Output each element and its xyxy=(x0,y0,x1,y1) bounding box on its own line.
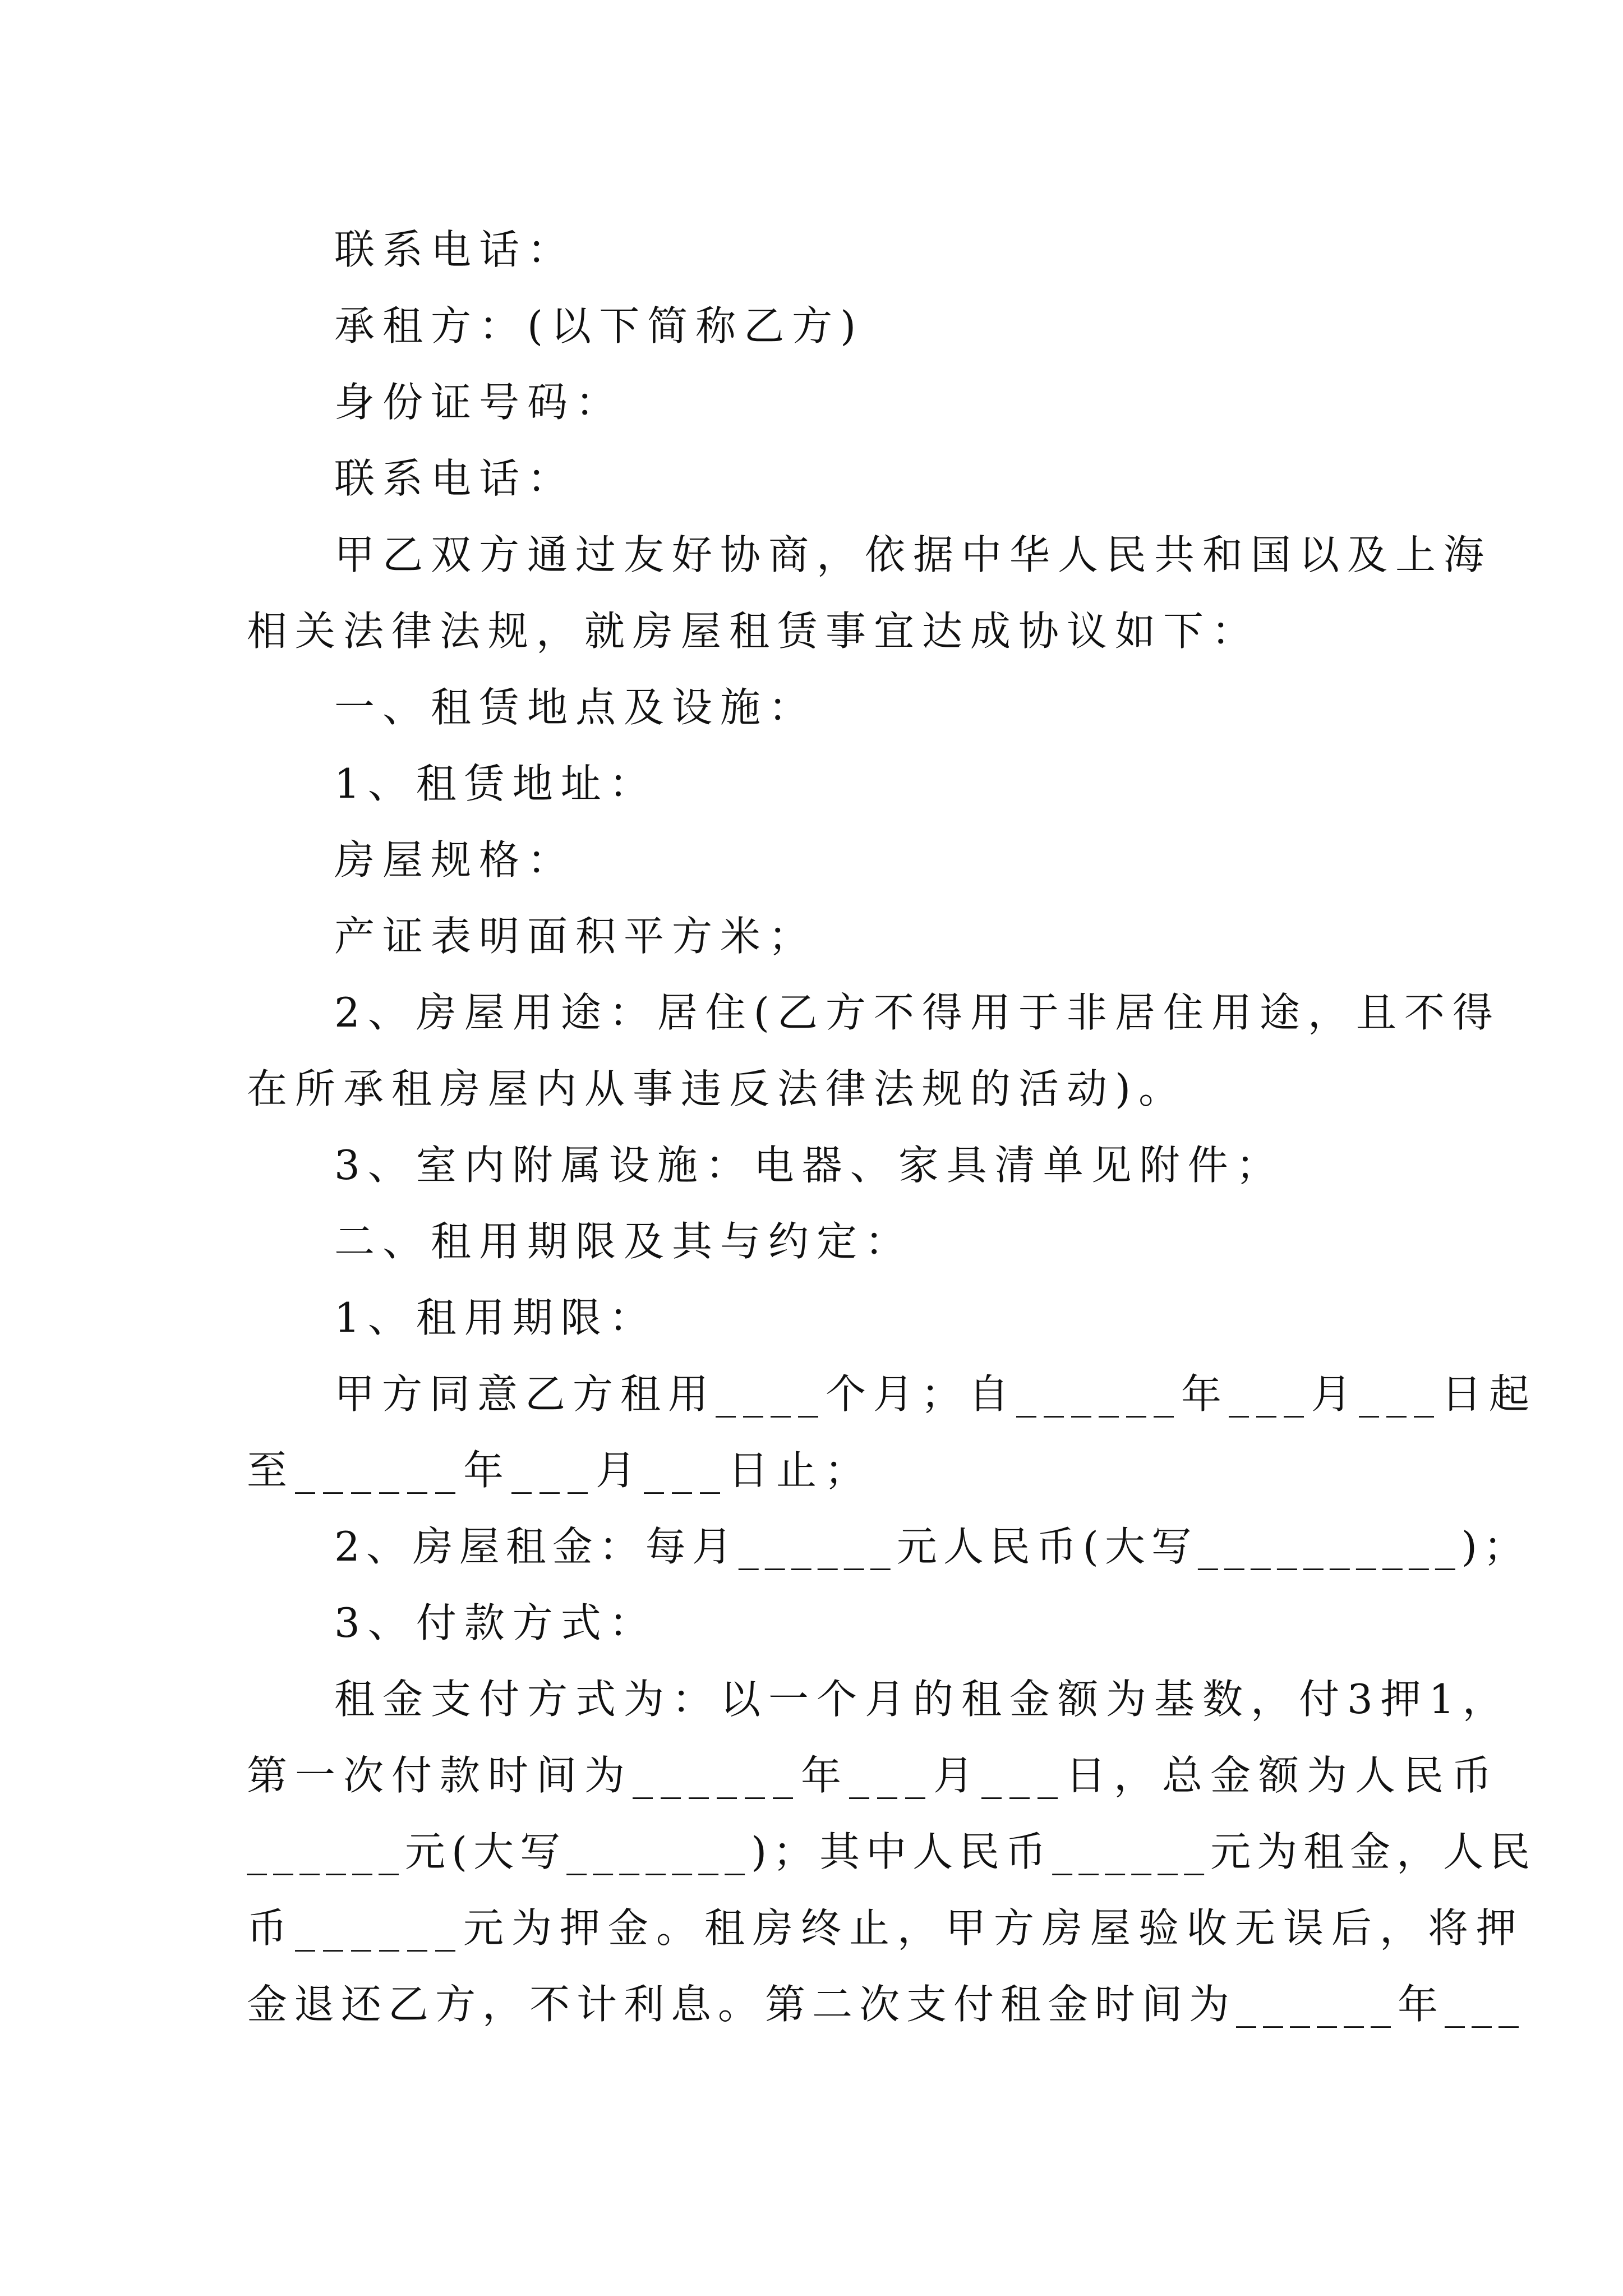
text-line: 在所承租房屋内从事违反法律法规的活动)。 xyxy=(247,1065,1187,1112)
text-line: 3、室内附属设施：电器、家具清单见附件； xyxy=(334,1142,1284,1189)
text-line: 联系电话： xyxy=(334,455,576,502)
text-line: 金退还乙方，不计利息。第二次支付租金时间为______年___ xyxy=(247,1981,1526,2028)
text-line: 2、房屋用途：居住(乙方不得用于非居住用途，且不得 xyxy=(334,989,1501,1036)
text-line: 身份证号码： xyxy=(334,379,624,426)
text-line: 1、租用期限： xyxy=(334,1294,657,1341)
text-line: ______元(大写_______)；其中人民币______元为租金，人民 xyxy=(247,1828,1537,1875)
text-line: 第一次付款时间为______年___月___日，总金额为人民币 xyxy=(247,1752,1500,1799)
text-line: 承租方：(以下简称乙方) xyxy=(334,302,864,349)
text-line: 租金支付方式为：以一个月的租金额为基数，付3押1， xyxy=(334,1676,1511,1723)
text-line: 甲乙双方通过友好协商，依据中华人民共和国以及上海 xyxy=(334,531,1492,578)
text-line: 二、租用期限及其与约定： xyxy=(334,1218,914,1265)
text-line: 1、租赁地址： xyxy=(334,760,657,807)
text-line: 3、付款方式： xyxy=(334,1599,657,1646)
text-line: 2、房屋租金：每月______元人民币(大写__________)； xyxy=(334,1523,1530,1570)
text-line: 联系电话： xyxy=(334,226,576,273)
text-line: 至______年___月___日止； xyxy=(247,1447,873,1494)
text-line: 房屋规格： xyxy=(334,836,576,884)
text-line: 产证表明面积平方米； xyxy=(334,913,817,960)
text-line: 甲方同意乙方租用____个月；自______年___月___日起 xyxy=(334,1370,1537,1418)
text-line: 相关法律法规，就房屋租赁事宜达成协议如下： xyxy=(247,608,1260,655)
text-line: 币______元为押金。租房终止，甲方房屋验收无误后，将押 xyxy=(247,1904,1525,1952)
text-line: 一、租赁地点及设施： xyxy=(334,684,817,731)
